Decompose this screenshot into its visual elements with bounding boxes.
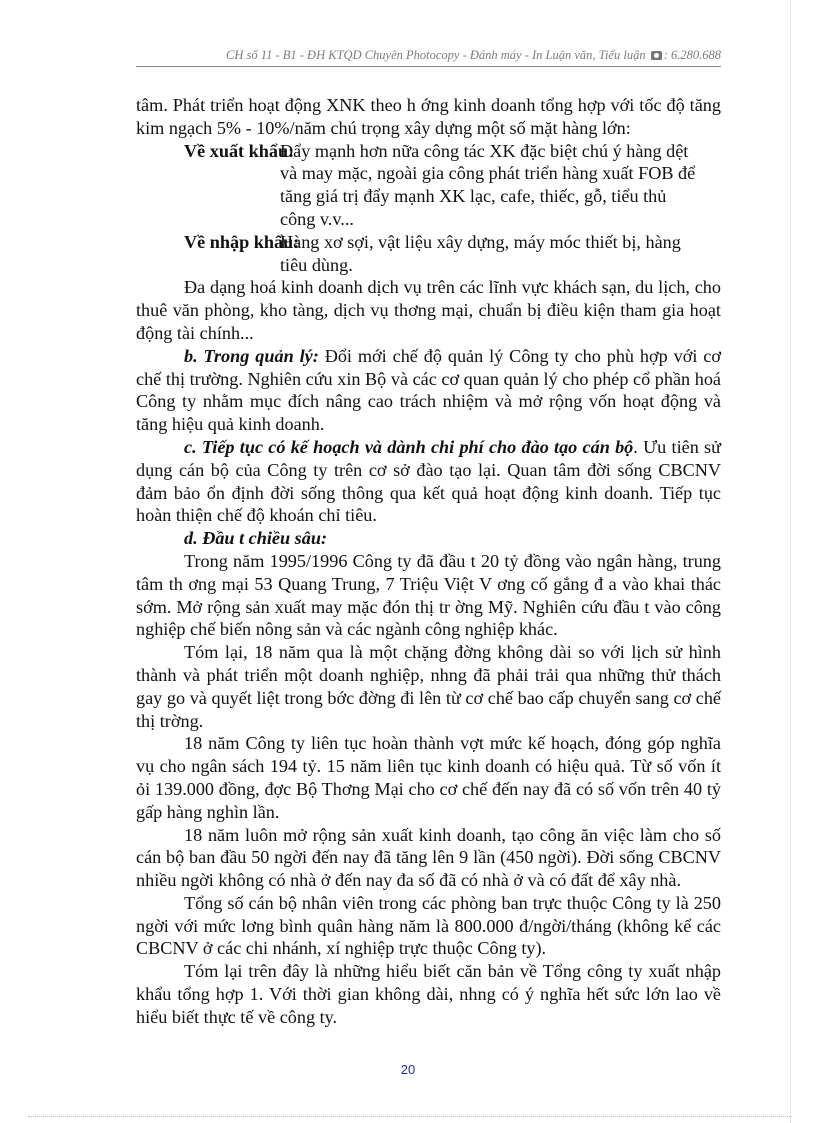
paragraph: Tóm lại trên đây là những hiểu biết căn bản về Tổng công ty xuất nhập khẩu tổng hợp 1. Với thời gian không dài, nhng có ý nghĩa hết sức lớn lao về hiểu biết thực tế về công ty. [136, 961, 721, 1027]
document-body [136, 94, 721, 1029]
management-heading: b. Trong quản lý: [184, 345, 319, 366]
paragraph: Tóm lại, 18 năm qua là một chặng đờng không dài so với lịch sử hình thành và phát triển một doanh nghiệp, nhng đã phải trải qua những thử thách gay go và quyết liệt trong bớc đờng đi lên từ cơ chế bao cấp chuyển sang cơ chế thị trờng. [136, 642, 721, 731]
training-paragraph [136, 436, 721, 527]
footer-line [28, 1116, 792, 1117]
phone-icon [651, 51, 662, 60]
training-text: . Ưu tiên sử dụng cán bộ của Công ty trên cơ sở đào tạo lại. Quan tâm đời sống CBCNV đảm bảo ổn định đời sống thông qua kết quả hoạt động kinh doanh. Tiếp tục hoàn thiện chế độ khoán chỉ tiêu. [136, 436, 721, 526]
export-label: Về xuất khẩu: [184, 140, 295, 161]
page-edge-line [790, 0, 791, 1123]
header-text: CH số 11 - B1 - ĐH KTQD Chuyên Photocopy - Đánh máy - In Luận văn, Tiểu luận [226, 48, 649, 62]
management-paragraph [136, 345, 721, 436]
export-row [136, 140, 721, 231]
paragraph: 18 năm Công ty liên tục hoàn thành vợt mức kế hoạch, đóng góp nghĩa vụ cho ngân sách 194 tỷ. 15 năm liên tục kinh doanh có hiệu quả. Từ số vốn ít ỏi 139.000 đồng, đợc Bộ Thơng Mại cho cơ chế đến nay đã có số vốn trên 40 tỷ gấp hàng nghìn lần. [136, 733, 721, 822]
investment-heading: d. Đầu t chiều sâu: [184, 528, 327, 549]
intro-paragraph: tâm. Phát triển hoạt động XNK theo h ớng kinh doanh tổng hợp với tốc độ tăng kim ngạch 5% - 10%/năm chú trọng xây dựng một số mặt hàng lớn: [136, 95, 721, 138]
import-row [136, 231, 721, 277]
training-heading: c. Tiếp tục có kế hoạch và dành chi phí cho đào tạo cán bộ [184, 436, 634, 457]
page-number: 20 [400, 1062, 416, 1077]
page-header [136, 44, 721, 67]
import-label: Về nhập khẩu: [184, 231, 300, 252]
paragraph: Trong năm 1995/1996 Công ty đã đầu t 20 tỷ đồng vào ngân hàng, trung tâm th ơng mại 53 Quang Trung, 7 Triệu Việt V ơng cố gắng đ a vào khai thác sớm. Mở rộng sản xuất may mặc đón thị tr ờng Mỹ. Nghiên cứu đầu t vào công nghiệp chế biến nông sản và các ngành công nghiệp khác. [136, 550, 721, 640]
paragraph: 18 năm luôn mở rộng sản xuất kinh doanh, tạo công ăn việc làm cho số cán bộ ban đầu 50 ngời đến nay đã tăng lên 9 lần (450 ngời). Đời sống CBCNV nhiều ngời không có nhà ở đến nay đa số đã có nhà ở và có đất để xây nhà. [136, 824, 721, 891]
diversify-paragraph: Đa dạng hoá kinh doanh dịch vụ trên các lĩnh vực khách sạn, du lịch, cho thuê văn phòng, kho tàng, dịch vụ thơng mại, chuẩn bị điều kiện tham gia hoạt động tài chính... [136, 277, 721, 343]
paragraph: Tổng số cán bộ nhân viên trong các phòng ban trực thuộc Công ty là 250 ngời với mức lơng bình quân hàng năm là 800.000 đ/ngời/tháng (không kể các CBCNV ở các chi nhánh, xí nghiệp trực thuộc Công ty). [136, 892, 721, 959]
header-phone: : 6.280.688 [663, 48, 721, 62]
export-text: Đẩy mạnh hơn nữa công tác XK đặc biệt chú ý hàng dệt và may mặc, ngoài gia công phát triển hàng xuất FOB để tăng giá trị đẩy mạnh XK lạc, cafe, thiếc, gỗ, tiểu thủ công v.v... [280, 140, 696, 229]
management-text: Đổi mới chế độ quản lý Công ty cho phù hợp với cơ chế thị trường. Nghiên cứu xin Bộ và các cơ quan quản lý cho phép cổ phần hoá Công ty nhằm mục đích nâng cao trách nhiệm và mở rộng vốn hoạt động và tăng hiệu quả kinh doanh. [136, 345, 722, 435]
import-text: Hàng xơ sợi, vật liệu xây dựng, máy móc thiết bị, hàng tiêu dùng. [280, 231, 681, 275]
